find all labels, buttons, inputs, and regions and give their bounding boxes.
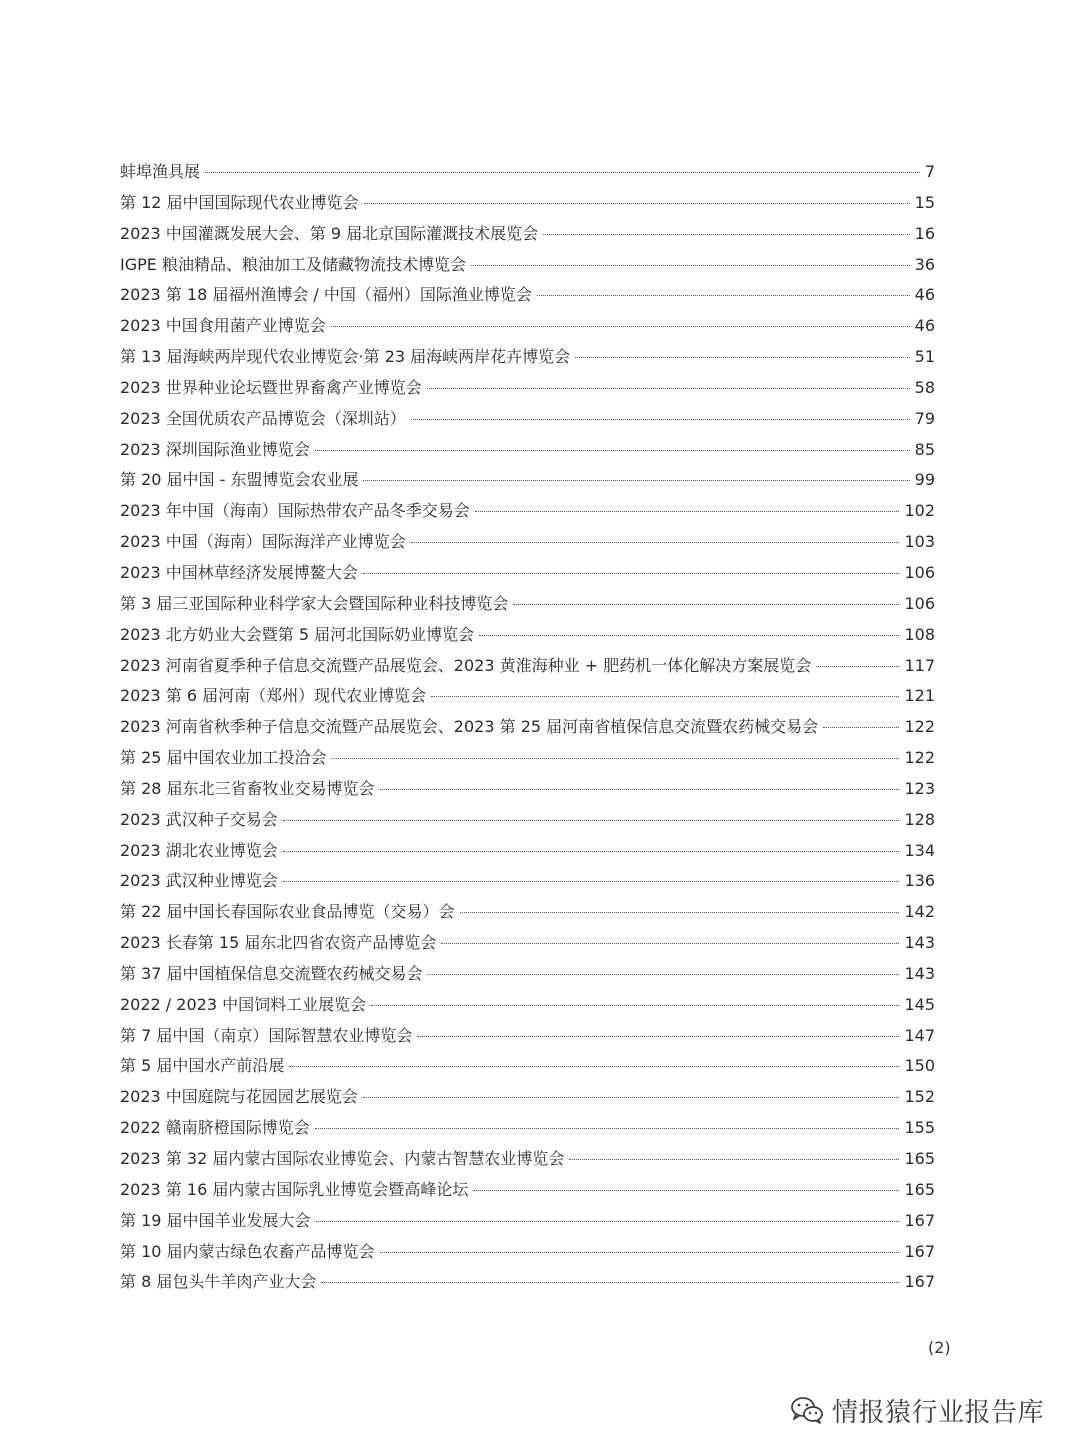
- toc-dot-leader: [411, 542, 900, 543]
- toc-entry-page: 167: [904, 1241, 935, 1261]
- toc-entry-title: 第 5 届中国水产前沿展: [120, 1056, 285, 1076]
- toc-dot-leader: [316, 1221, 900, 1222]
- toc-entry-title: IGPE 粮油精品、粮油加工及储藏物流技术博览会: [120, 254, 466, 274]
- toc-entry-page: 147: [904, 1025, 935, 1045]
- toc-dot-leader: [417, 1036, 899, 1037]
- toc-dot-leader: [363, 573, 900, 574]
- toc-entry: [120, 157, 935, 188]
- toc-dot-leader: [816, 666, 899, 667]
- toc-entry-page: 136: [904, 871, 935, 891]
- toc-entry-page: 16: [914, 223, 935, 243]
- toc-entry: [120, 1206, 935, 1237]
- toc-dot-leader: [363, 480, 909, 481]
- toc-entry: [120, 342, 935, 373]
- toc-dot-leader: [513, 604, 899, 605]
- toc-entry-page: 143: [904, 933, 935, 953]
- toc-dot-leader: [289, 1066, 899, 1067]
- toc-entry: [120, 836, 935, 867]
- toc-entry: [120, 219, 935, 250]
- toc-entry-page: 150: [904, 1056, 935, 1076]
- toc-entry: [120, 743, 935, 774]
- toc-entry-title: 2023 中国（海南）国际海洋产业博览会: [120, 532, 406, 552]
- toc-dot-leader: [380, 789, 900, 790]
- toc-entry-page: 79: [914, 408, 935, 428]
- toc-dot-leader: [363, 1097, 900, 1098]
- toc-entry-title: 第 19 届中国羊业发展大会: [120, 1210, 311, 1230]
- toc-entry-title: 第 10 届内蒙古绿色农畜产品博览会: [120, 1241, 375, 1261]
- toc-entry: [120, 1082, 935, 1113]
- toc-entry-title: 2023 第 16 届内蒙古国际乳业博览会暨高峰论坛: [120, 1179, 469, 1199]
- toc-dot-leader: [471, 265, 910, 266]
- toc-entry: [120, 805, 935, 836]
- toc-entry-page: 36: [914, 254, 935, 274]
- toc-entry: [120, 311, 935, 342]
- toc-entry: [120, 373, 935, 404]
- toc-entry-page: 128: [904, 809, 935, 829]
- toc-entry: [120, 250, 935, 281]
- toc-entry-page: 122: [904, 748, 935, 768]
- toc-entry-page: 142: [904, 902, 935, 922]
- toc-entry: [120, 774, 935, 805]
- toc-dot-leader: [315, 450, 910, 451]
- toc-dot-leader: [321, 1282, 899, 1283]
- toc-entry-page: 167: [904, 1272, 935, 1292]
- toc-entry-title: 第 3 届三亚国际种业科学家大会暨国际种业科技博览会: [120, 593, 509, 613]
- toc-entry-title: 2023 中国食用菌产业博览会: [120, 316, 326, 336]
- toc-entry-page: 99: [914, 470, 935, 490]
- toc-entry-page: 152: [904, 1087, 935, 1107]
- toc-dot-leader: [283, 881, 900, 882]
- toc-entry-title: 蚌埠渔具展: [120, 162, 201, 181]
- toc-entry: [120, 681, 935, 712]
- toc-entry-title: 第 28 届东北三省畜牧业交易博览会: [120, 778, 375, 798]
- toc-entry-page: 165: [904, 1149, 935, 1168]
- toc-dot-leader: [332, 758, 900, 759]
- toc-entry-page: 58: [914, 377, 935, 397]
- toc-entry-title: 2022 / 2023 中国饲料工业展览会: [120, 994, 367, 1014]
- toc-entry-page: 106: [904, 593, 935, 613]
- toc-dot-leader: [431, 696, 899, 697]
- toc-entry-title: 2023 中国灌溉发展大会、第 9 届北京国际灌溉技术展览会: [120, 223, 539, 243]
- toc-entry-page: 145: [904, 994, 935, 1014]
- toc-entry-page: 117: [904, 655, 935, 675]
- page-number: (2): [928, 1338, 951, 1357]
- toc-entry-title: 2022 赣南脐橙国际博览会: [120, 1118, 310, 1138]
- toc-entry: [120, 712, 935, 743]
- toc-dot-leader: [427, 388, 910, 389]
- toc-entry-title: 第 12 届中国国际现代农业博览会: [120, 192, 359, 212]
- toc-entry: [120, 959, 935, 990]
- toc-entry-title: 2023 第 32 届内蒙古国际农业博览会、内蒙古智慧农业博览会: [120, 1149, 565, 1168]
- toc-entry: [120, 404, 935, 435]
- toc-dot-leader: [537, 295, 910, 296]
- toc-entry-page: 7: [924, 162, 935, 181]
- toc-dot-leader: [411, 419, 910, 420]
- toc-entry-page: 103: [904, 532, 935, 552]
- toc-entry-page: 143: [904, 963, 935, 983]
- toc-entry-title: 第 20 届中国 - 东盟博览会农业展: [120, 470, 359, 490]
- toc-entry-page: 165: [904, 1179, 935, 1199]
- toc-entry-title: 2023 武汉种业博览会: [120, 871, 278, 891]
- toc-dot-leader: [460, 912, 900, 913]
- toc-dot-leader: [331, 326, 910, 327]
- toc-entry-page: 134: [904, 840, 935, 860]
- toc-dot-leader: [205, 172, 920, 173]
- toc-entry-title: 2023 湖北农业博览会: [120, 840, 278, 860]
- toc-entry-title: 第 13 届海峡两岸现代农业博览会·第 23 届海峡两岸花卉博览会: [120, 347, 571, 367]
- toc-dot-leader: [364, 203, 910, 204]
- toc-entry: [120, 589, 935, 620]
- toc-entry-title: 2023 全国优质农产品博览会（深圳站）: [120, 408, 406, 428]
- toc-entry: [120, 496, 935, 527]
- toc-entry-title: 2023 北方奶业大会暨第 5 届河北国际奶业博览会: [120, 624, 475, 644]
- toc-dot-leader: [569, 1159, 899, 1160]
- toc-entry-title: 第 7 届中国（南京）国际智慧农业博览会: [120, 1025, 413, 1045]
- toc-entry: [120, 435, 935, 466]
- toc-dot-leader: [543, 234, 909, 235]
- toc-entry-page: 123: [904, 778, 935, 798]
- toc-entry: [120, 1267, 935, 1298]
- toc-entry-page: 46: [914, 285, 935, 305]
- toc-entry: [120, 651, 935, 682]
- toc-entry: [120, 465, 935, 496]
- toc-entry: [120, 1021, 935, 1052]
- watermark-text: 情报猿行业报告库: [832, 1397, 1045, 1428]
- toc-dot-leader: [283, 820, 900, 821]
- toc-dot-leader: [428, 974, 900, 975]
- toc-entry-page: 155: [904, 1118, 935, 1138]
- toc-entry-title: 第 37 届中国植保信息交流暨农药械交易会: [120, 963, 423, 983]
- toc-entry-page: 102: [904, 501, 935, 521]
- toc-entry-title: 第 8 届包头牛羊肉产业大会: [120, 1272, 317, 1292]
- toc-entry: [120, 188, 935, 219]
- toc-entry-title: 2023 中国庭院与花园园艺展览会: [120, 1087, 358, 1107]
- toc-dot-leader: [441, 943, 899, 944]
- toc-entry-title: 第 22 届中国长春国际农业食品博览（交易）会: [120, 902, 455, 922]
- toc-entry: [120, 620, 935, 651]
- toc-entry-page: 15: [914, 192, 935, 212]
- toc-entry-page: 106: [904, 562, 935, 582]
- toc-entry-title: 2023 第 6 届河南（郑州）现代农业博览会: [120, 686, 427, 706]
- toc-entry-page: 46: [914, 316, 935, 336]
- toc-entry-title: 2023 世界种业论坛暨世界畜禽产业博览会: [120, 377, 422, 397]
- toc-entry-title: 2023 河南省秋季种子信息交流暨产品展览会、2023 第 25 届河南省植保信息交流暨农药械交易会: [120, 717, 819, 737]
- toc-entry-title: 第 25 届中国农业加工投洽会: [120, 748, 327, 768]
- toc-entry: [120, 897, 935, 928]
- toc-dot-leader: [283, 851, 900, 852]
- toc-entry-title: 2023 武汉种子交易会: [120, 809, 278, 829]
- toc-entry: [120, 1175, 935, 1206]
- toc-entry-page: 121: [904, 686, 935, 706]
- toc-dot-leader: [473, 1190, 899, 1191]
- toc-entry: [120, 280, 935, 311]
- table-of-contents: [120, 157, 935, 1298]
- toc-entry: [120, 527, 935, 558]
- toc-entry: [120, 1144, 935, 1175]
- toc-entry-page: 122: [904, 717, 935, 737]
- toc-entry: [120, 990, 935, 1021]
- toc-entry: [120, 558, 935, 589]
- toc-entry: [120, 1113, 935, 1144]
- toc-entry-page: 108: [904, 624, 935, 644]
- toc-dot-leader: [380, 1252, 900, 1253]
- toc-dot-leader: [371, 1005, 899, 1006]
- toc-dot-leader: [575, 357, 909, 358]
- toc-entry-title: 2023 年中国（海南）国际热带农产品冬季交易会: [120, 501, 470, 521]
- toc-entry: [120, 1237, 935, 1268]
- toc-dot-leader: [479, 635, 899, 636]
- watermark: [790, 1390, 1044, 1430]
- toc-entry-page: 51: [914, 347, 935, 367]
- toc-entry: [120, 928, 935, 959]
- toc-entry-title: 2023 中国林草经济发展博鳌大会: [120, 562, 358, 582]
- toc-dot-leader: [315, 1128, 900, 1129]
- toc-entry-title: 2023 长春第 15 届东北四省农资产品博览会: [120, 933, 437, 953]
- toc-entry-title: 2023 河南省夏季种子信息交流暨产品展览会、2023 黄淮海种业 + 肥药机一体化解决方案展览会: [120, 655, 812, 675]
- toc-entry-title: 2023 深圳国际渔业博览会: [120, 439, 310, 459]
- toc-dot-leader: [475, 511, 900, 512]
- toc-entry: [120, 1051, 935, 1082]
- toc-dot-leader: [823, 727, 899, 728]
- wechat-icon: [790, 1395, 824, 1425]
- toc-entry-page: 85: [914, 439, 935, 459]
- toc-entry-title: 2023 第 18 届福州渔博会 / 中国（福州）国际渔业博览会: [120, 285, 532, 305]
- toc-entry-page: 167: [904, 1210, 935, 1230]
- toc-entry: [120, 866, 935, 897]
